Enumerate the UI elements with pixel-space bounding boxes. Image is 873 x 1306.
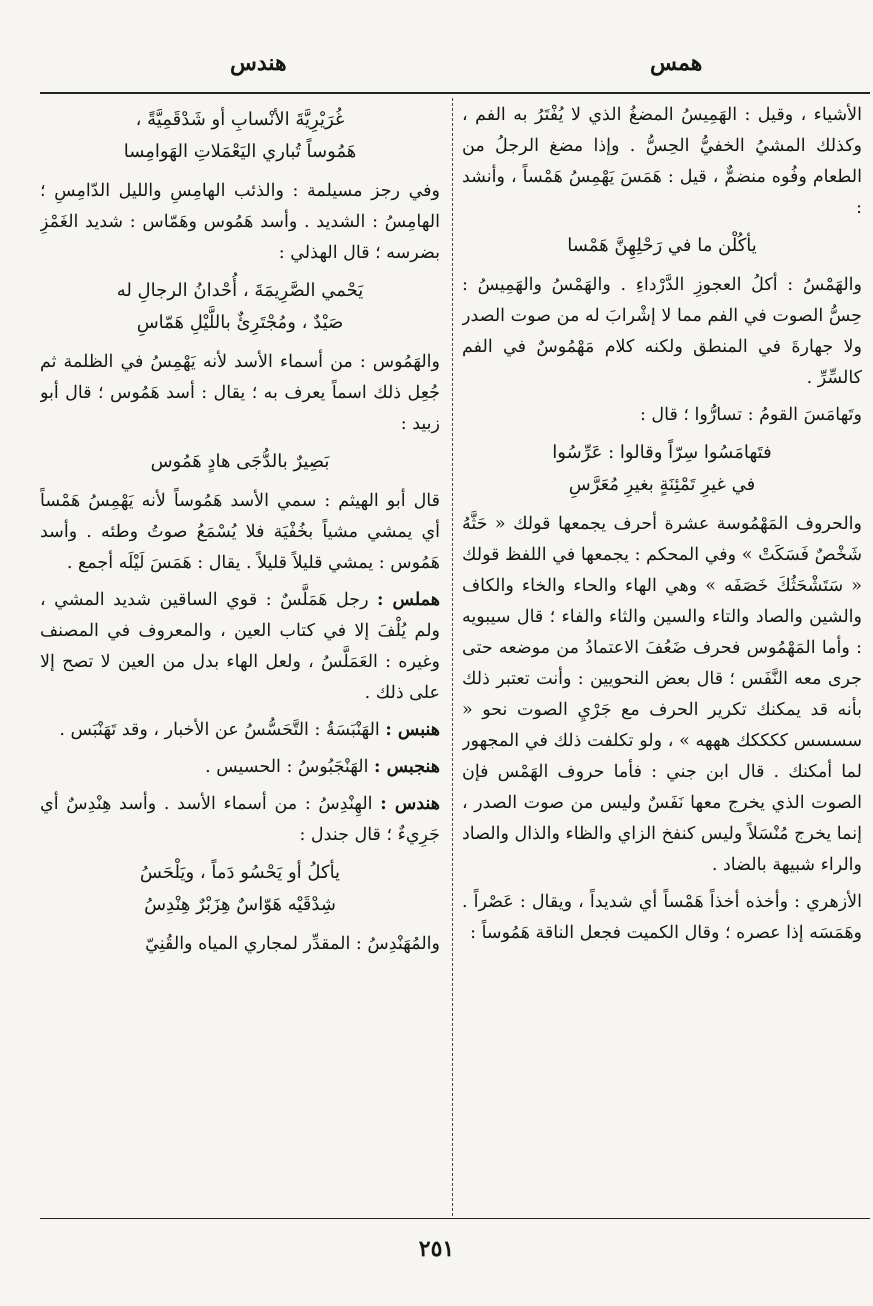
verse	[462, 437, 862, 501]
verse-line: يأكُلْن ما في رَحْلِهِنَّ هَمْسا	[567, 235, 757, 256]
entry-headword: هنجبس :	[374, 757, 440, 777]
dictionary-entry	[40, 789, 440, 851]
paragraph: قال أبو الهيثم : سمي الأسد هَمُوساً لأنه يَهْمِسُ هَمْساً أي يمشي مشياً بخُفْيَة فلا يُسْمَعُ صوتُ وطئه . وأسد هَمُوس : يمشي قليلاً قليلاً . يقال : هَمَسَ لَيْلَه أجمع .	[40, 491, 440, 573]
paragraph: والمُهَنْدِسُ : المقدِّر لمجاري المياه والقُنِيّ	[145, 934, 440, 954]
header-rule	[40, 92, 870, 94]
entry-text: رجل هَمَلَّسٌ : قوي الساقين شديد المشي ، ولم يُلْفَ إلا في كتاب العين ، والمعروف في المصنف وغيره : العَمَلَّسُ ، ولعل الهاء بدل من العين لا تصح إلا على ذلك .	[40, 590, 440, 703]
paragraph: وفي رجز مسيلمة : والذئب الهامِسِ والليل الدّامِسِ ؛ الهامِسُ : الشديد . وأسد هَمُوس وهَمّاس : شديد الغَمْزِ بضرسه ؛ قال الهذلي :	[40, 181, 440, 263]
verse-line: يَحْمي الصَّرِيمَةَ ، أُحْدانُ الرجالِ له	[116, 280, 364, 301]
paragraph: الأزهري : وأخذه أخذاً هَمْساً أي شديداً ، ويقال : عَصْراً . وهَمَسَه إذا عصره ؛ وقال الكميت فجعل الناقة هَمُوساً :	[462, 892, 862, 943]
page-header	[40, 46, 840, 80]
entry-text: الهَنْبَسَةُ : التَّحَسُّسُ عن الأخبار ، وقد تَهَنْبَس .	[59, 720, 380, 740]
page-number: ٢٥١	[418, 1236, 455, 1262]
verse-line: في غيرِ تَمْئِنَةٍ بغيرِ مُعَرَّسِ	[568, 474, 756, 495]
verse-line: غُرَيْرِيَّةَ الأنْسابِ أو شَدْقَمِيَّةً ،	[135, 109, 345, 130]
paragraph: الأشياء ، وقيل : الهَمِيسُ المضغُ الذي لا يُفْتَرُ به الفم ، وكذلك المشيُ الخفيُّ الحِسُّ . وإذا مضغ الرجلُ من الطعام وفُوه منضمٌّ ، قيل : هَمَسَ يَهْمِسُ هَمْساً ، وأنشد :	[462, 105, 862, 218]
left-column	[40, 100, 440, 1210]
paragraph: وتَهامَسَ القومُ : تسارُّوا ؛ قال :	[639, 405, 862, 425]
column-divider	[452, 98, 453, 1216]
entry-text: الهِنْدِسُ : من أسماء الأسد . وأسد هِنْدِسٌ أي جَرِيءٌ ؛ قال جندل :	[40, 794, 440, 845]
dictionary-entry	[40, 752, 440, 783]
verse	[40, 446, 440, 478]
paragraph: والهَمُوس : من أسماء الأسد لأنه يَهْمِسُ في الظلمة ثم جُعِل ذلك اسماً يعرف به ؛ يقال : أسد هَمُوس ؛ قال أبو زبيد :	[40, 352, 440, 434]
verse-line: صَيْدٌ ، ومُجْتَرِئٌ باللَّيْلِ هَمّاسِ	[136, 312, 344, 333]
footer-rule	[40, 1218, 870, 1219]
verse	[40, 104, 440, 168]
verse	[40, 857, 440, 921]
header-left-word: هندس	[230, 50, 287, 76]
header-right-word: همس	[650, 50, 703, 76]
verse	[462, 230, 862, 262]
verse-line: شِدْقَيْه هَوّاسٌ هِزَبْرٌ هِنْدِسُ	[144, 894, 336, 915]
verse	[40, 275, 440, 339]
verse-line: بَصِيرٌ بالدُّجَى هادٍ هَمُوس	[150, 451, 330, 472]
dictionary-entry	[40, 585, 440, 709]
paragraph: والحروف المَهْمُوسة عشرة أحرف يجمعها قولك « حَثَّهُ شَخْصٌ فَسَكَتْ » وفي المحكم : يجمعها في اللفظ قولك « سَتَشْحَثُكَ خَصَفَه » وهي الهاء والحاء والخاء والكاف والشين والصاد والتاء والسين والثاء والفاء ؛ قال سيبويه : وأما المَهْمُوس فحرف ضَعُفَ الاعتمادُ من موضعه حتى جرى معه النَّفَس ؛ قال بعض النحويين : وأنت تعتبر ذلك بأنه قد يمكنك تكرير الحرف مع جَرْيِ الصوت نحو « سسسس ككككك هههه » ، ولو تكلفت ذلك في المجهور لما أمكنك . قال ابن جني : فأما حروف الهَمْس فإن الصوت الذي يخرج معها نَفَسٌ وليس من صوت الصدر ، إنما يخرج مُنْسَلاً وليس كنفخ الزاي والظاء والذال والصاد والراء شبيهة بالضاد .	[462, 514, 862, 875]
paragraph: والهَمْسُ : أكلُ العجوزِ الدَّرْداءِ . والهَمْسُ والهَمِيسُ : حِسُّ الصوت في الفم مما لا إشْرابَ له من صوت الصدر ولا جهارةَ في المنطق ولكنه كلام مَهْمُوسٌ في الفم كالسِّرِّ .	[462, 275, 862, 388]
entry-headword: هندس :	[380, 794, 440, 814]
entry-headword: هملس :	[377, 590, 440, 610]
verse-line: هَمُوساً تُباري اليَعْمَلاتِ الهَوامِسا	[123, 141, 357, 162]
right-column	[462, 100, 862, 1210]
verse-line: فتَهامَسُوا سِرّاً وقالوا : عَرِّسُوا	[552, 442, 772, 463]
entry-headword: هنبس :	[385, 720, 440, 740]
entry-text: الهَنْجَبُوسُ : الحسيس .	[205, 757, 369, 777]
verse-line: يأكلُ أو يَحْسُو دَماً ، ويَلْحَسُ	[139, 862, 341, 883]
dictionary-entry	[40, 715, 440, 746]
